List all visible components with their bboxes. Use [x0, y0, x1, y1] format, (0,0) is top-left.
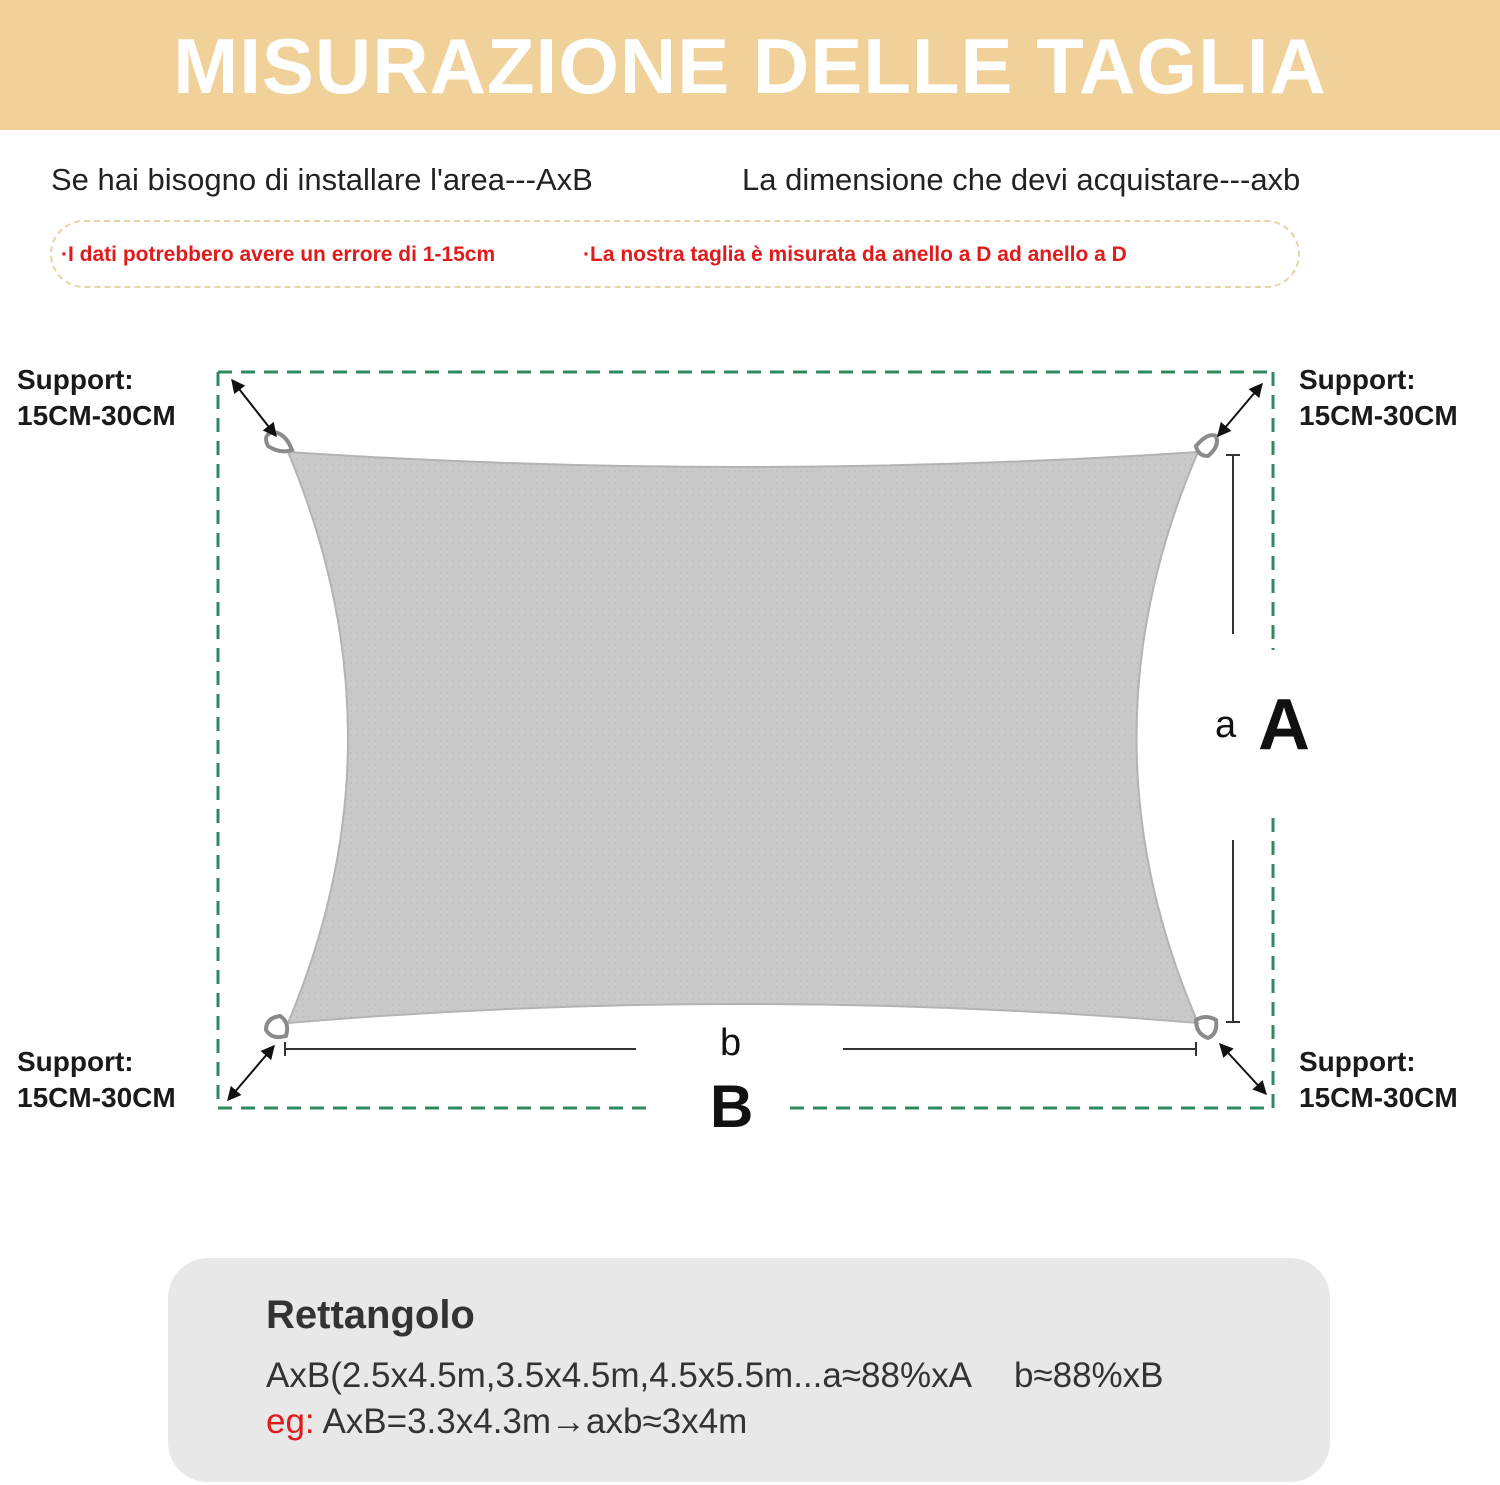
support-value: 15CM-30CM	[17, 400, 176, 431]
support-label: Support:	[17, 1046, 134, 1077]
info-example	[266, 1401, 747, 1443]
arrow-support-top-right	[1218, 384, 1262, 436]
example-label: eg:	[266, 1402, 315, 1441]
page-title: MISURAZIONE DELLE TAGLIA	[173, 22, 1327, 110]
d-ring-bottom-right	[1196, 1017, 1216, 1038]
note-measurement-method: ·La nostra taglia è misurata da anello a D ad anello a D	[583, 243, 1127, 266]
shade-sail	[288, 452, 1198, 1023]
dimension-label-B: B	[710, 1073, 754, 1140]
arrow-support-bottom-left	[228, 1046, 274, 1100]
dimension-label-A: A	[1258, 685, 1310, 765]
subtitle-install-area: Se hai bisogno di installare l'area---AxB	[51, 162, 593, 197]
d-ring-top-right	[1196, 435, 1217, 456]
d-ring-top-left	[266, 432, 292, 451]
support-label: Support:	[17, 364, 134, 395]
example-text: AxB=3.3x4.3m→axb≈3x4m	[314, 1402, 748, 1441]
note-error-margin: ·I dati potrebbero avere un errore di 1-15cm	[61, 243, 496, 266]
arrow-support-top-left	[232, 380, 276, 436]
support-top-left	[17, 362, 176, 434]
info-b-ratio: b≈88%xB	[1013, 1356, 1164, 1395]
subtitle-purchase-size: La dimensione che devi acquistare---axb	[742, 162, 1301, 197]
arrow-support-bottom-right	[1220, 1044, 1266, 1094]
support-value: 15CM-30CM	[1299, 400, 1458, 431]
support-value: 15CM-30CM	[1299, 1082, 1458, 1113]
dimension-label-a: a	[1215, 704, 1237, 746]
support-value: 15CM-30CM	[17, 1082, 176, 1113]
support-bottom-right	[1299, 1044, 1458, 1116]
d-ring-bottom-left	[266, 1016, 287, 1037]
support-label: Support:	[1299, 364, 1416, 395]
info-size-formula	[266, 1355, 1164, 1397]
info-heading: Rettangolo	[266, 1293, 475, 1337]
support-label: Support:	[1299, 1046, 1416, 1077]
support-top-right	[1299, 362, 1458, 434]
dimension-label-b: b	[720, 1022, 742, 1064]
support-bottom-left	[17, 1044, 176, 1116]
info-size-list: AxB(2.5x4.5m,3.5x4.5m,4.5x5.5m...a≈88%xA	[266, 1356, 972, 1395]
